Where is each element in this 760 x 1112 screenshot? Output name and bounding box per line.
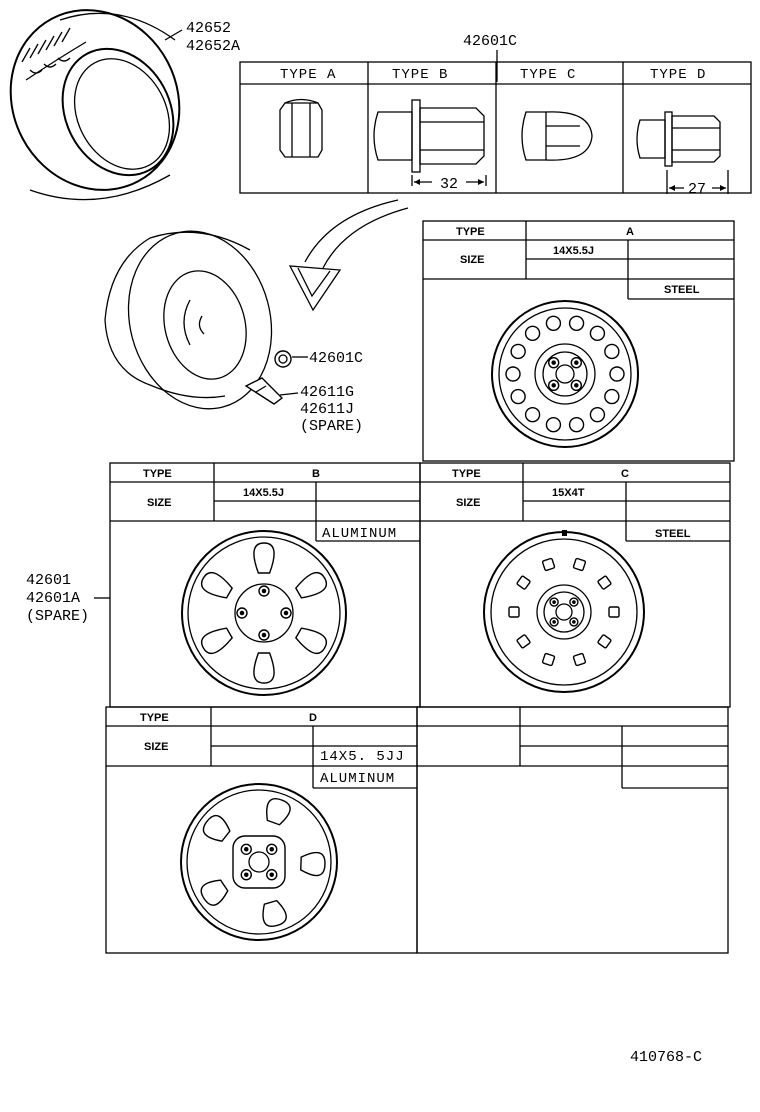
wheel-c-type-value: C <box>621 468 629 480</box>
curved-arrow-icon <box>290 200 408 310</box>
nut-group-part-number: 42601C <box>463 33 518 50</box>
wheel-type-c-panel <box>420 463 730 707</box>
stud-part-number-alt: 42611J <box>300 401 355 418</box>
wheel-d-size-label: SIZE <box>144 741 169 753</box>
wheel-b-size-label: SIZE <box>147 497 172 509</box>
alloy-wheel-d-icon <box>181 784 337 940</box>
wheel-a-size-value: 14X5.5J <box>553 245 594 257</box>
wheel-b-type-label: TYPE <box>143 468 172 480</box>
lug-nut-part-number: 42601C <box>309 350 364 367</box>
nut-b-dimension: 32 <box>440 176 459 193</box>
flanged-nut-d-icon <box>637 112 728 194</box>
tire-illustration <box>0 0 211 220</box>
wheel-part-number-alt: 42601A <box>26 590 81 607</box>
wheel-c-size-label: SIZE <box>456 497 481 509</box>
wheel-spare-note: (SPARE) <box>26 608 90 625</box>
wheel-b-type-value: B <box>312 468 320 480</box>
cap-nut-c-icon <box>522 112 592 160</box>
alloy-wheel-b-icon <box>182 531 346 695</box>
nut-d-dimension: 27 <box>688 181 707 198</box>
wheel-a-type-label: TYPE <box>456 226 485 238</box>
steel-wheel-a-icon <box>492 301 638 447</box>
wheel-a-size-label: SIZE <box>460 254 485 266</box>
wheel-d-type-value: D <box>309 712 317 724</box>
wheel-c-type-label: TYPE <box>452 468 481 480</box>
nut-type-a-header: TYPE A <box>280 67 337 83</box>
nut-type-table <box>240 62 751 198</box>
wheel-d-type-label: TYPE <box>140 712 169 724</box>
wheel-stud-icon <box>246 378 282 404</box>
wheel-c-size-value: 15X4T <box>552 487 585 499</box>
diagram-id: 410768-C <box>630 1049 703 1066</box>
tire-part-number: 42652 <box>186 20 232 37</box>
wheel-a-type-value: A <box>626 226 634 238</box>
nut-type-b-header: TYPE B <box>392 67 449 83</box>
wheel-b-size-value: 14X5.5J <box>243 487 284 499</box>
flanged-nut-b-icon <box>374 100 486 186</box>
lug-nut-icon <box>275 351 291 367</box>
blank-spec-table <box>417 707 728 953</box>
wheel-type-b-panel <box>110 463 420 707</box>
wheel-type-a-panel <box>423 221 734 461</box>
hex-nut-a-icon <box>280 100 322 158</box>
wheel-part-number: 42601 <box>26 572 72 589</box>
wheel-b-material: ALUMINUM <box>322 526 398 542</box>
wheel-type-d-panel <box>106 707 417 953</box>
wheel-d-material: ALUMINUM <box>320 771 396 787</box>
spare-wheel-c-icon <box>484 530 644 692</box>
wheel-c-material: STEEL <box>655 528 691 540</box>
stud-spare-note: (SPARE) <box>300 418 364 435</box>
tire-part-number-alt: 42652A <box>186 38 241 55</box>
wheel-d-size-value: 14X5. 5JJ <box>320 749 405 765</box>
nut-type-d-header: TYPE D <box>650 67 707 83</box>
stud-part-number: 42611G <box>300 384 355 401</box>
nut-type-c-header: TYPE C <box>520 67 577 83</box>
wheel-a-material: STEEL <box>664 284 700 296</box>
wheel-assembly-illustration <box>105 215 291 425</box>
